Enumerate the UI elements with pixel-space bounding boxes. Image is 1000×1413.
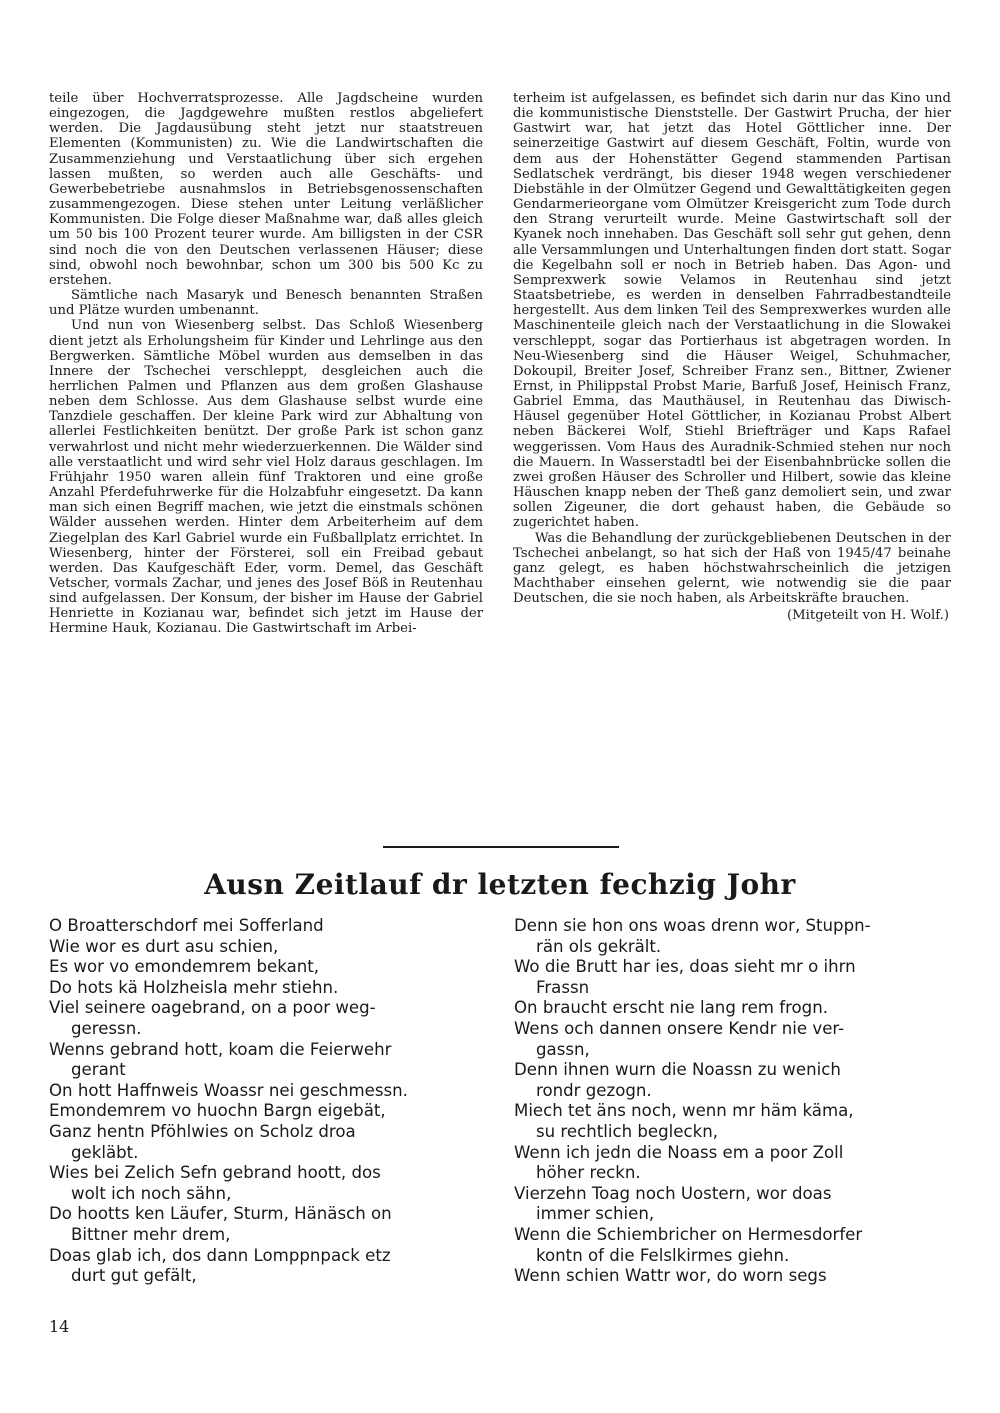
poem-verse	[49, 937, 494, 958]
poem-line: Wo die Brutt har ies, doas sieht mr o ihrn	[514, 957, 856, 977]
poem-verse	[49, 978, 494, 999]
poem-line: Denn ihnen wurn die Noassn zu wenich	[514, 1060, 841, 1080]
poem-verse	[514, 916, 954, 957]
poem-left-column	[49, 916, 494, 1287]
poem-verse	[49, 1101, 494, 1122]
poem-line: O Broatterschdorf mei Sofferland	[49, 916, 324, 935]
poem-line-continuation: geressn.	[71, 1018, 142, 1038]
poem-verse	[514, 1060, 954, 1101]
poem-verse	[49, 916, 494, 937]
poem-verse	[514, 1143, 954, 1184]
poem-verse	[49, 1122, 494, 1163]
poem-verse	[514, 1101, 954, 1142]
poem-verse	[49, 1246, 494, 1287]
poem-line-continuation: gekläbt.	[71, 1142, 139, 1162]
article-paragraph: terheim ist aufgelassen, es befindet sich darin nur das Kino und die kommunistische Dienststelle. Der Gastwirt Prucha, der hier Gastwirt war, hat jetzt das Hotel Göttlicher inne. Der seinerzeitige Gastwirt auf diesem Geschäft, Foltin, wurde von dem aus der Hohenstätter Gegend stammenden Partisan Sedlatschek verdrängt, bis dieser 1948 wegen verschiedener Diebstähle in der Olmützer Gegend und Gewalttätigkeiten gegen Gendarmerieorgane vom Olmützer Kreisgericht zum Tode durch den Strang verurteilt wurde. Meine Gastwirtschaft soll der Kyanek noch innehaben. Das Geschäft soll sehr gut gehen, denn alle Versammlungen und Unterhaltungen finden dort statt. Sogar die Kegelbahn soll er noch in Betrieb haben. Das Agon- und Semprexwerk sowie Velamos in Reutenhau sind jetzt Staatsbetriebe, es werden in denselben Fahrradbestandteile hergestellt. Aus dem linken Teil des Semprexwerkes wurden alle Maschinenteile gleich nach der Verstaatlichung in die Slowakei verschleppt, sogar das Portierhaus ist abgetragen worden. In Neu-Wiesenberg sind die Häuser Weigel, Schuhmacher, Dokoupil, Breiter Josef, Schreiber Franz sen., Bittner, Zwiener Ernst, in Philippstal Probst Marie, Barfuß Josef, Heinisch Franz, Gabriel Emma, das Mauthäusel, in Reutenhau das Diwisch-Häusel gegenüber Hotel Göttlicher, in Kozianau Probst Albert neben Bäckerei Wolf, Stiehl Briefträger und Kaps Rafael weggerissen. Vom Haus des Auradnik-Schmied stehen nur noch die Mauern. In Wasserstadtl bei der Eisenbahnbrücke sollen die zwei großen Häuser des Schroller und Hilbert, sowie das kleine Häuschen knapp neben der Theß ganz demoliert sein, und zwar sollen Zigeuner, die dort gehaust haben, die Gebäude so zugerichtet haben.	[513, 91, 951, 531]
poem-verse	[49, 1081, 494, 1102]
poem-line-continuation: gassn,	[536, 1039, 590, 1059]
poem-line: Wies bei Zelich Sefn gebrand hoott, dos	[49, 1163, 381, 1183]
poem-line-continuation: Frassn	[536, 977, 590, 997]
poem-line: Wie wor es durt asu schien,	[49, 936, 279, 956]
poem-line: Wenn schien Wattr wor, do worn segs	[514, 1266, 827, 1286]
article-left-column	[49, 91, 483, 637]
poem-line: Wenn ich jedn die Noass em a poor Zoll	[514, 1142, 844, 1162]
poem-line-continuation: su rechtlich begleckn,	[536, 1121, 719, 1141]
page-number: 14	[49, 1317, 70, 1336]
poem-line: Denn sie hon ons woas drenn wor, Stuppn-	[514, 916, 871, 935]
poem-title: Ausn Zeitlauf dr letzten fechzig Johr	[204, 868, 796, 901]
article-paragraph: Und nun von Wiesenberg selbst. Das Schloß Wiesenberg dient jetzt als Erholungsheim für Kinder und Lehrlinge aus den Bergwerken. Sämtliche Möbel wurden aus demselben in das Innere der Tschechei verschleppt, desgleichen auch die herrlichen Palmen und Pflanzen aus dem großen Glashause neben dem Schlosse. Aus dem Glashause selbst wurde eine Tanzdiele geschaffen. Der kleine Park wird zur Abhaltung von allerlei Festlichkeiten benützt. Der große Park ist schon ganz verwahrlost und nicht mehr wiederzuerkennen. Die Wälder sind alle verstaatlicht und wird sehr viel Holz daraus geschlagen. Im Frühjahr 1950 waren allein fünf Traktoren und eine große Anzahl Pferdefuhrwerke für die Holzabfuhr eingesetzt. Da kann man sich einen Begriff machen, wie jetzt die einstmals schönen Wälder aussehen werden. Hinter dem Arbeiterheim auf dem Ziegelplan des Karl Gabriel wurde ein Fußballplatz errichtet. In Wiesenberg, hinter der Försterei, soll ein Freibad gebaut werden. Das Kaufgeschäft Eder, vorm. Demel, das Geschäft Vetscher, vormals Zachar, und jenes des Josef Böß in Reutenhau sind aufgelassen. Der Konsum, der bisher im Hause der Gabriel Henriette in Kozianau war, befindet sich jetzt im Hause der Hermine Hauk, Kozianau. Die Gastwirtschaft im Arbei-	[49, 318, 483, 637]
poem-line-continuation: durt gut gefält,	[71, 1266, 197, 1286]
poem-verse	[49, 957, 494, 978]
poem-line: Wenns gebrand hott, koam die Feierwehr	[49, 1039, 392, 1059]
section-divider	[383, 846, 619, 848]
poem-line: Wens och dannen onsere Kendr nie ver-	[514, 1018, 845, 1038]
poem-line: Miech tet äns noch, wenn mr häm käma,	[514, 1101, 854, 1121]
poem-verse	[49, 1204, 494, 1245]
poem-line-continuation: kontn of die Felslkirmes giehn.	[536, 1245, 790, 1265]
poem-verse	[514, 998, 954, 1019]
poem-line: Do hots kä Holzheisla mehr stiehn.	[49, 977, 339, 997]
poem-line-continuation: wolt ich noch sähn,	[71, 1183, 232, 1203]
poem-verse	[514, 1225, 954, 1266]
poem-verse	[514, 1266, 954, 1287]
poem-line: Viel seinere oagebrand, on a poor weg-	[49, 998, 376, 1018]
poem-line: Es wor vo emondemrem bekant,	[49, 957, 320, 977]
poem-line: Doas glab ich, dos dann Lomppnpack etz	[49, 1245, 391, 1265]
poem-verse	[49, 998, 494, 1039]
article-right-column	[513, 91, 951, 623]
poem-line: Ganz hentn Pföhlwies on Scholz droa	[49, 1121, 356, 1141]
article-paragraph: teile über Hochverratsprozesse. Alle Jagdscheine wurden eingezogen, die Jagdgewehre mußten restlos abgeliefert werden. Die Jagdausübung steht jetzt nur staatstreuen Elementen (Kommunisten) zu. Wie die Landwirtschaften die Zusammenziehung und Verstaatlichung über sich ergehen lassen mußten, so werden auch alle Geschäfts- und Gewerbebetriebe ausnahmslos in Betriebsgenossenschaften zusammengezogen. Diese stehen unter Leitung verläßlicher Kommunisten. Die Folge dieser Maßnahme war, daß alles gleich um 50 bis 100 Prozent teurer wurde. Am billigsten in der CSR sind noch die von den Deutschen verlassenen Häuser; diese sind, obwohl noch bewohnbar, schon um 300 bis 500 Kc zu erstehen.	[49, 91, 483, 288]
poem-verse	[514, 1019, 954, 1060]
poem-verse	[49, 1040, 494, 1081]
poem-line: Vierzehn Toag noch Uostern, wor doas	[514, 1183, 832, 1203]
poem-verse	[514, 957, 954, 998]
poem-line: Wenn die Schiembricher on Hermesdorfer	[514, 1224, 863, 1244]
poem-line: On braucht erscht nie lang rem frogn.	[514, 998, 829, 1018]
poem-line-continuation: Bittner mehr drem,	[71, 1224, 231, 1244]
poem-line-continuation: gerant	[71, 1060, 126, 1080]
article-credit: (Mitgeteilt von H. Wolf.)	[787, 608, 949, 624]
poem-line-continuation: höher reckn.	[536, 1163, 641, 1183]
poem-right-column	[514, 916, 954, 1287]
poem-verse	[49, 1163, 494, 1204]
poem-verse	[514, 1184, 954, 1225]
poem-line-continuation: rän ols gekrält.	[536, 936, 662, 956]
poem-line: Do hootts ken Läufer, Sturm, Hänäsch on	[49, 1204, 392, 1224]
article-paragraph: Sämtliche nach Masaryk und Benesch benannten Straßen und Plätze wurden umbenannt.	[49, 288, 483, 319]
poem-line: Emondemrem vo huochn Bargn eigebät,	[49, 1101, 386, 1121]
poem-line: On hott Haffnweis Woassr nei geschmessn.	[49, 1080, 408, 1100]
poem-line-continuation: rondr gezogn.	[536, 1080, 652, 1100]
article-paragraph: Was die Behandlung der zurückgebliebenen Deutschen in der Tschechei anbelangt, so hat sich der Haß von 1945/47 beinahe ganz gelegt, es haben höchstwahrscheinlich die jetzigen Machthaber einsehen gelernt, wie notwendig sie die paar Deutschen, die sie noch haben, als Arbeitskräfte brauchen.	[513, 530, 951, 607]
poem-line-continuation: immer schien,	[536, 1204, 655, 1224]
